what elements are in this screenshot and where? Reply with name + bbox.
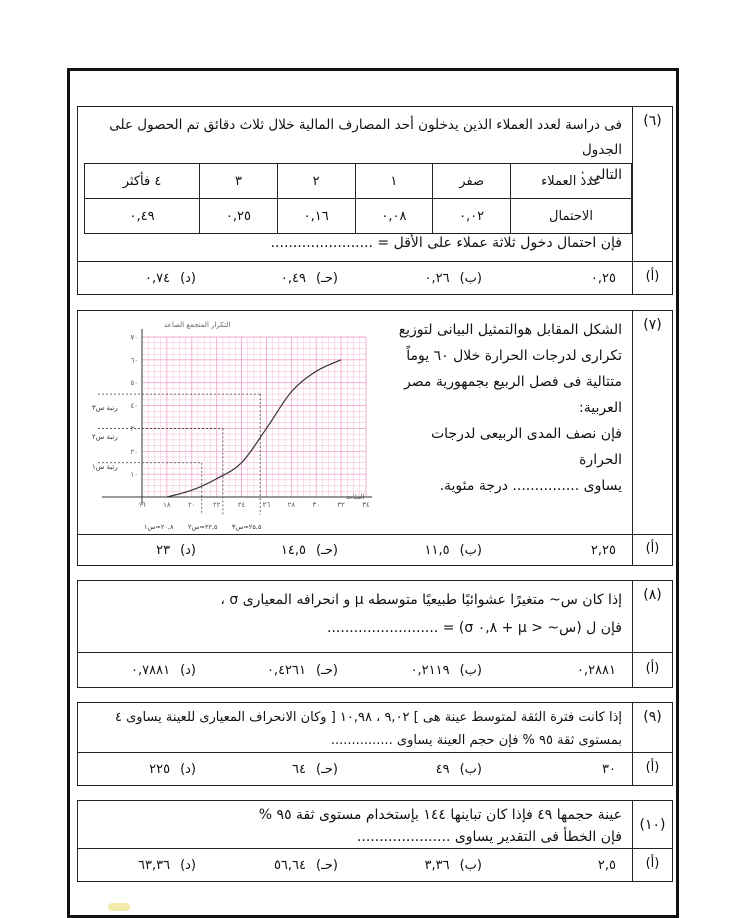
- question-text: [78, 703, 632, 752]
- question-text: [378, 311, 632, 499]
- y-axis-label: التكرار المتجمع الصاعد: [164, 321, 231, 329]
- y-tick-label: ١٠: [130, 470, 138, 479]
- options-row: [78, 752, 672, 785]
- x-tick-label: ٣٤: [362, 501, 370, 509]
- question-number: (٩): [632, 703, 672, 755]
- question-number: (٨): [632, 581, 672, 653]
- bottom-label-q1: ٢٠,٨=س١: [144, 523, 174, 531]
- option-b[interactable]: (ب) ٣,٣٦: [424, 857, 482, 873]
- bottom-label-q2: ٢٢,٥=س٢: [188, 523, 218, 531]
- x-tick-label: ٢٨: [287, 501, 296, 509]
- option-a-label: (أ): [632, 535, 672, 565]
- x-tick-label: ٢٢: [212, 501, 221, 509]
- table-row: [85, 164, 632, 199]
- question-line: تكرارى لدرجات الحرارة خلال ٦٠ يوماً: [406, 348, 622, 364]
- question-number: (٦): [632, 107, 672, 261]
- table-cell: صفر: [433, 164, 511, 199]
- y-tick-label: ٣٠: [130, 424, 138, 433]
- table-cell: ٠,٠٨: [355, 199, 433, 234]
- option-a[interactable]: ٠,٢٥: [590, 270, 616, 286]
- ogive-svg: [84, 317, 384, 539]
- question-8: [77, 580, 673, 688]
- y-tick-label: ٢٠: [130, 447, 138, 456]
- table-cell: ٠,٠٢: [433, 199, 511, 234]
- x-tick-label: ٢٤: [237, 501, 246, 509]
- options-row: [78, 534, 672, 565]
- option-c[interactable]: (حـ) ٦٤: [292, 761, 338, 777]
- option-c[interactable]: (حـ) ٠,٤٢٦١: [266, 662, 338, 678]
- option-b[interactable]: (ب) ٠,٢٦: [424, 270, 482, 286]
- question-number: (٧): [632, 311, 672, 535]
- options-row: [78, 261, 672, 294]
- option-c[interactable]: (حـ) ١٤,٥: [280, 542, 338, 558]
- question-line: فى دراسة لعدد العملاء الذين يدخلون أحد المصارف المالية خلال ثلاث دقائق تم الحصول على الجدول: [109, 117, 622, 158]
- x-tick-label: ٢٠: [188, 501, 196, 509]
- option-d[interactable]: (د) ٠,٧٤: [144, 270, 196, 286]
- option-a[interactable]: ٢,٢٥: [590, 542, 616, 558]
- option-d[interactable]: (د) ٢٣: [156, 542, 196, 558]
- question-6: [77, 106, 673, 295]
- annotation-q1: رتبة س١: [92, 463, 118, 471]
- table-cell: عدد العملاء: [511, 164, 632, 199]
- option-a-label: (أ): [632, 262, 672, 294]
- table-cell: ٠,٢٥: [200, 199, 278, 234]
- x-tick-label: ٢٦: [262, 501, 271, 509]
- annotation-q2: رتبة س٢: [92, 433, 118, 441]
- option-b[interactable]: (ب) ١١,٥: [424, 542, 482, 558]
- ogive-chart: [84, 317, 384, 539]
- question-line: إذا كانت فترة الثقة لمتوسط عينة هى ] ٩,٠٢ ، ١٠,٩٨ [ وكان الانحراف المعيارى للعينة يساوى ٤: [114, 710, 622, 725]
- x-tick-label: ٣٠: [312, 501, 320, 509]
- table-cell: ٢: [277, 164, 355, 199]
- options-row: [78, 652, 672, 687]
- option-a[interactable]: ٢,٥: [597, 857, 616, 873]
- option-b[interactable]: (ب) ٠,٢١١٩: [410, 662, 482, 678]
- y-tick-label: ٦٠: [130, 356, 138, 365]
- table-cell: ١: [355, 164, 433, 199]
- y-tick-label: ٧٠: [130, 333, 138, 342]
- y-tick-label: ٥٠: [130, 379, 138, 388]
- question-line: التالى :: [580, 167, 622, 183]
- option-a-label: (أ): [632, 849, 672, 881]
- option-b[interactable]: (ب) ٤٩: [435, 761, 482, 777]
- table-cell: الاحتمال: [511, 199, 632, 234]
- question-line: عينة حجمها ٤٩ فإذا كان تباينها ١٤٤ بإستخدام مستوى ثقة ٩٥ %: [258, 807, 622, 823]
- question-9: [77, 702, 673, 786]
- question-line: متتالية فى فصل الربيع بجمهورية مصر العربية:: [404, 374, 622, 416]
- x-tick-label: ١٦: [138, 501, 146, 509]
- option-a[interactable]: ٣٠: [602, 761, 616, 777]
- bottom-label-q3: ٢٥,٥=س٣: [232, 523, 262, 531]
- question-line: فإن ل (س~ < μ + ٠,٨ σ) = .........................: [327, 620, 622, 636]
- option-a-label: (أ): [632, 653, 672, 687]
- table-cell: ٣: [200, 164, 278, 199]
- question-line: إذا كان س~ متغيرًا عشوائيًا طبيعيًا متوسطه μ و انحرافه المعيارى σ ،: [220, 592, 622, 608]
- probability-table: [84, 163, 632, 234]
- option-c[interactable]: (حـ) ٠,٤٩: [280, 270, 338, 286]
- table-cell: ٤ فأكثر: [85, 164, 200, 199]
- x-tick-label: ١٨: [163, 501, 171, 509]
- question-prompt: فإن احتمال دخول ثلاثة عملاء على الأقل = .......................: [270, 235, 622, 251]
- question-line: يساوى ............... درجة مئوية.: [439, 478, 622, 494]
- options-row: [78, 848, 672, 881]
- option-a-label: (أ): [632, 753, 672, 785]
- highlight-mark: [108, 903, 130, 911]
- question-10: [77, 800, 673, 882]
- question-line: فإن الخطأ فى التقدير يساوى .....................: [356, 829, 622, 845]
- question-line: بمستوى ثقة ٩٥ % فإن حجم العينة يساوى ...............: [330, 733, 622, 748]
- option-d[interactable]: (د) ٦٣,٣٦: [138, 857, 196, 873]
- option-d[interactable]: (د) ٢٢٥: [149, 761, 196, 777]
- option-a[interactable]: ٠,٢٨٨١: [576, 662, 616, 678]
- x-tick-label: ٣٢: [337, 501, 345, 509]
- x-axis-label: الفئات: [346, 493, 365, 501]
- question-7: [77, 310, 673, 566]
- table-row: [85, 199, 632, 234]
- question-text: [78, 581, 632, 642]
- option-c[interactable]: (حـ) ٥٦,٦٤: [273, 857, 338, 873]
- table-cell: ٠,١٦: [277, 199, 355, 234]
- question-number: (١٠): [632, 801, 672, 851]
- question-line: الشكل المقابل هوالتمثيل البيانى لتوزيع: [398, 322, 622, 338]
- y-tick-label: ٤٠: [130, 402, 138, 411]
- annotation-q3: رتبة س٣: [92, 404, 118, 412]
- question-line: فإن نصف المدى الربيعى لدرجات الحرارة: [430, 426, 622, 468]
- table-cell: ٠,٤٩: [85, 199, 200, 234]
- option-d[interactable]: (د) ٠,٧٨٨١: [131, 662, 196, 678]
- question-text: [78, 801, 632, 848]
